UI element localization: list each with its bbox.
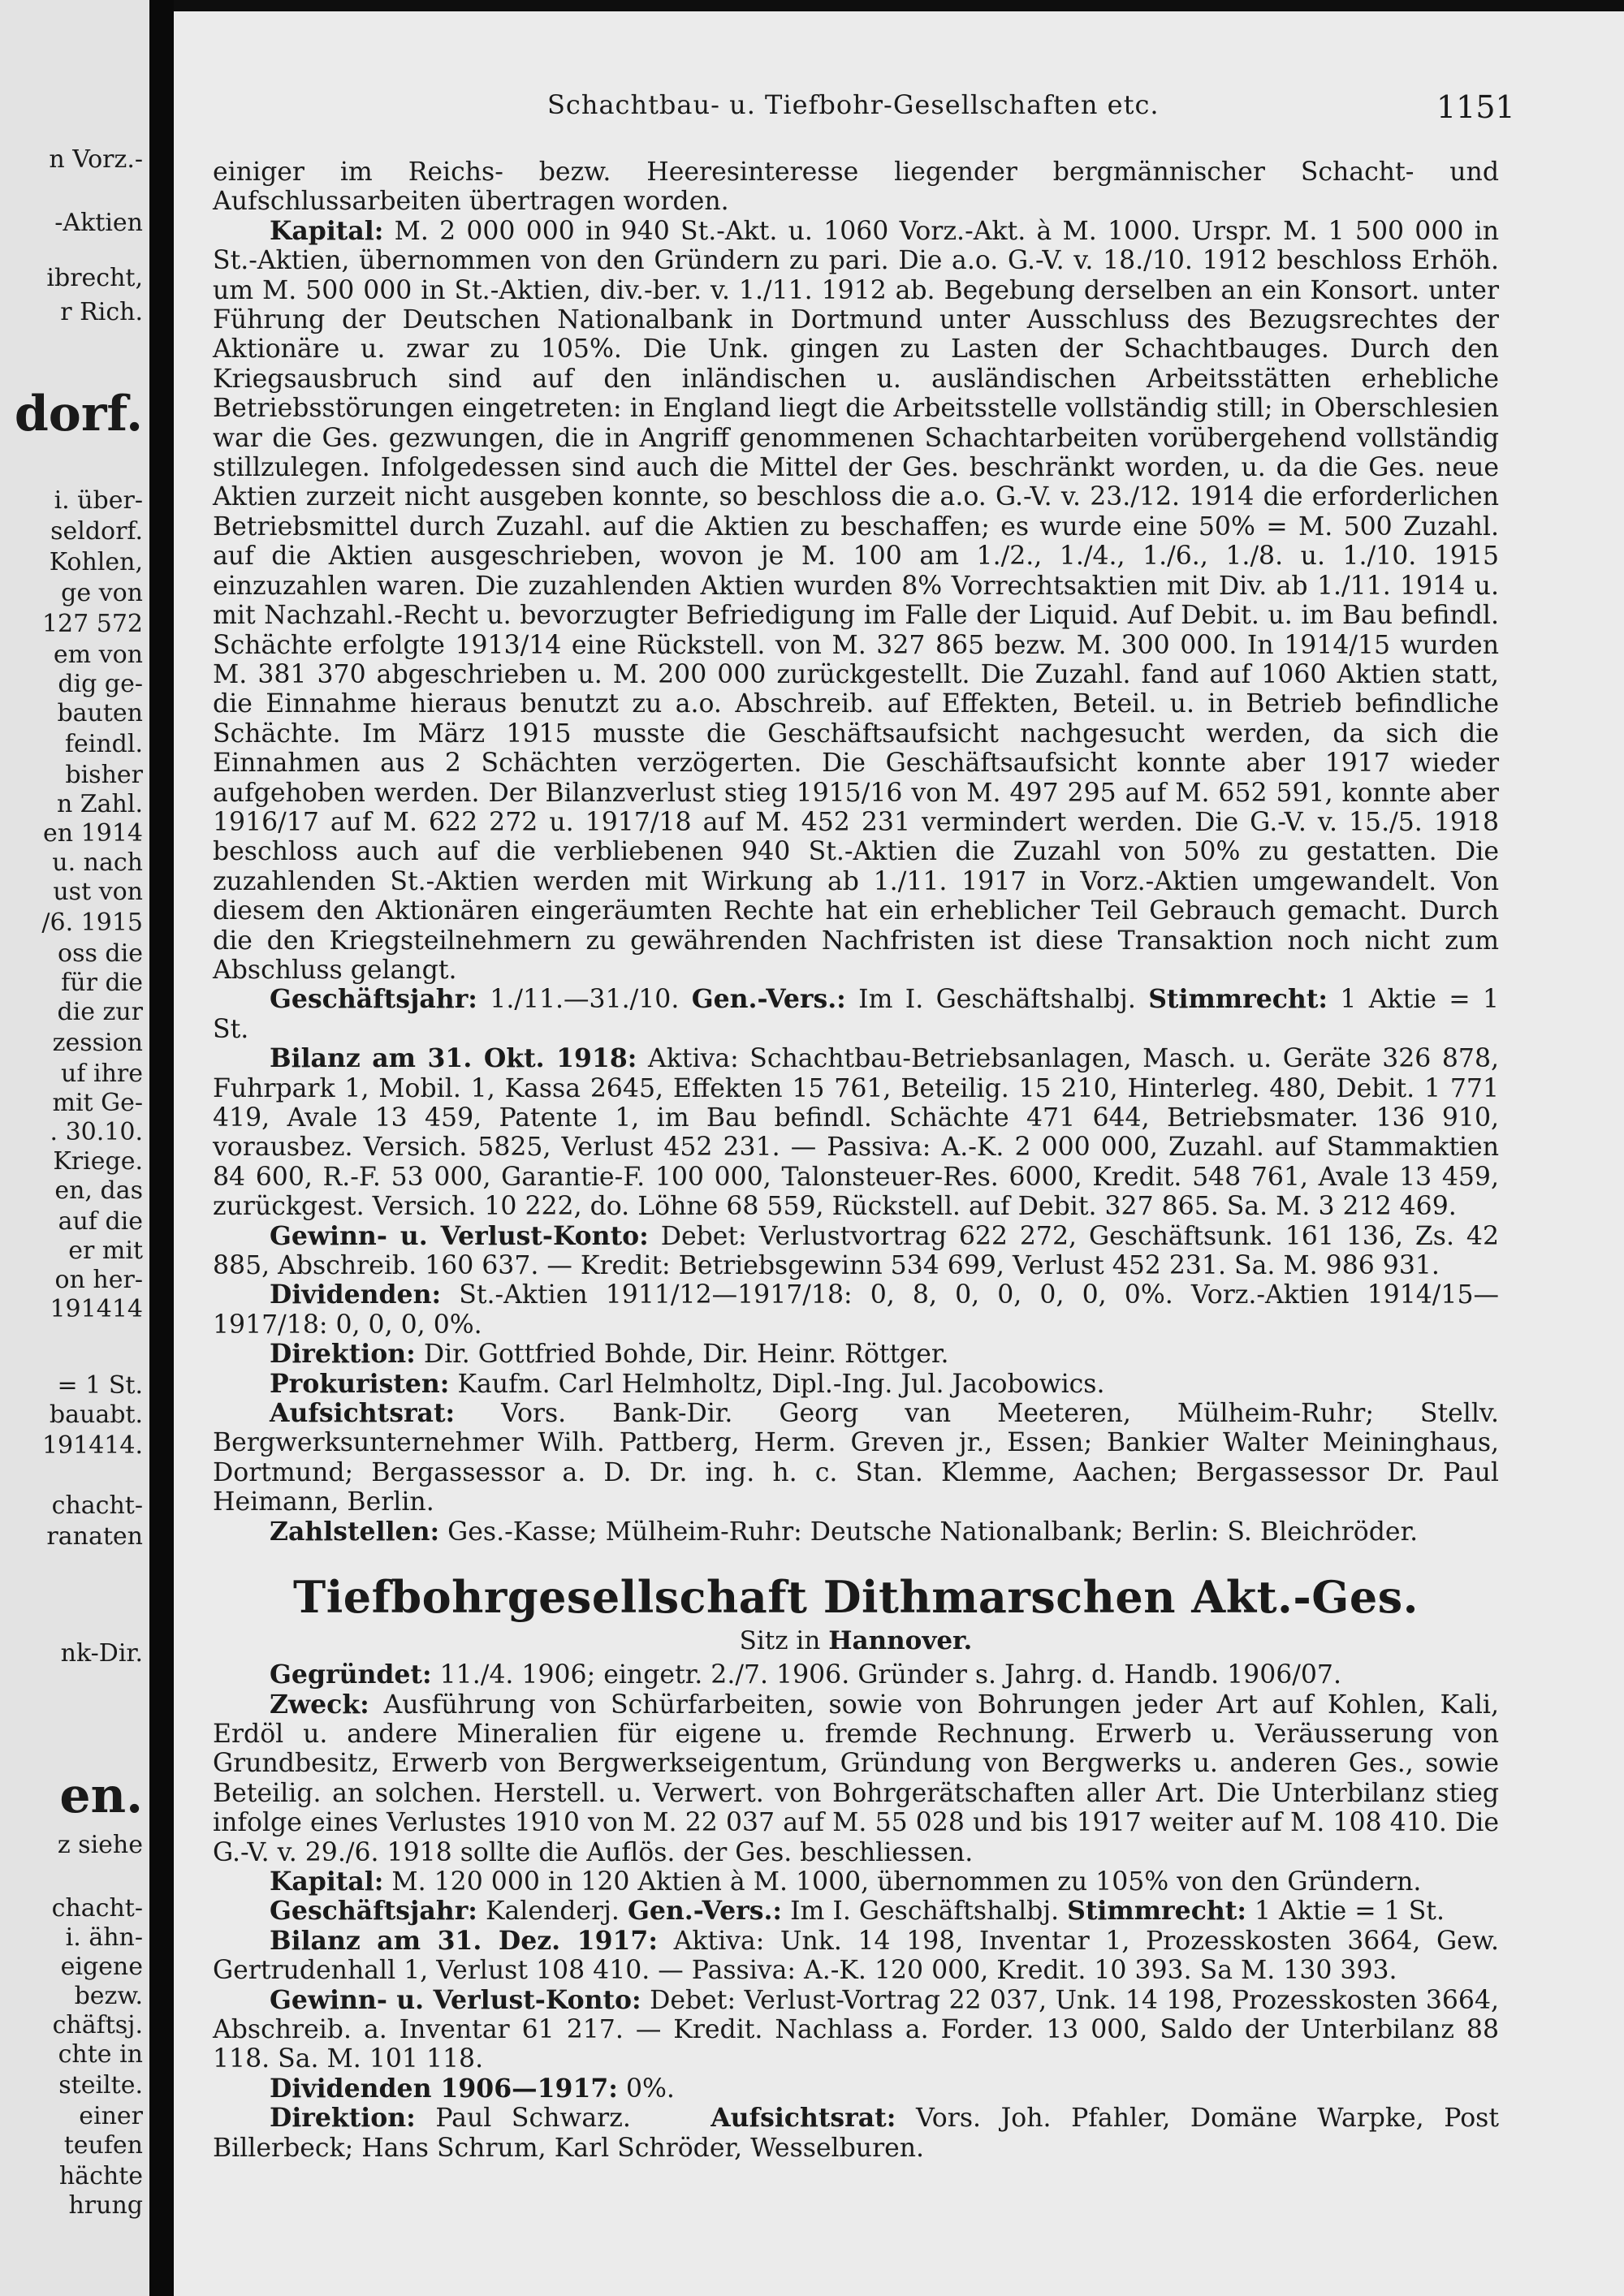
indent <box>213 2104 270 2133</box>
entry1-zahlstellen <box>213 1517 1499 1547</box>
indent <box>213 1690 270 1720</box>
entry2-kapital <box>213 1867 1499 1897</box>
left-margin-line: n Vorz.- <box>49 145 143 174</box>
entry2-zweck-text: Ausführung von Schürfarbeiten, sowie von Bohrungen jeder Art auf Kohlen, Kali, Erdöl u. andere Mineralien für eigene u. fremde Rechnung. Erwerb u. Veräusserung von Grundbesitz, Erwerb von Bergwerkseigentum, Gründung von Bergwerks u. anderen Ges., sowie Beteilig. an solchen. Herstell. u. Verwert. von Bohrgerätschaften aller Art. Die Unterbilanz stieg infolge eines Verlustes 1910 von M. 22 037 auf M. 55 028 und bis 1917 weiter auf M. 108 410. Die G.-V. v. 29./6. 1918 sollte die Auflös. der Ges. beschliessen. <box>213 1690 1499 1867</box>
entry2-guv-label: Gewinn- u. Verlust-Konto: <box>270 1984 641 2015</box>
entry2-kapital-text: M. 120 000 in 120 Aktien à M. 1000, übernommen zu 105% von den Gründern. <box>391 1867 1422 1897</box>
indent <box>213 1517 270 1547</box>
entry1-direktion <box>213 1340 1499 1369</box>
left-margin-line: dig ge- <box>58 670 143 698</box>
entry1-guv-text: Debet: Verlustvortrag 622 272, Geschäftsunk. 161 136, Zs. 42 885, Abschreib. 160 637. — Kredit: Betriebsgewinn 534 699, Verlust 452 231. Sa. M. 986 931. <box>213 1221 1500 1281</box>
entry2-bilanz <box>213 1927 1499 1986</box>
left-margin-line: on her- <box>54 1266 143 1294</box>
entry1-bilanz-label: Bilanz am 31. Okt. 1918: <box>270 1043 637 1074</box>
entry2-gegruendet-text: 11./4. 1906; eingetr. 2./7. 1906. Gründer s. Jahrg. d. Handb. 1906/07. <box>439 1660 1341 1690</box>
entry2-sitz-city: Hannover. <box>828 1626 973 1656</box>
entry2-title: Tiefbohrgesellschaft Dithmarschen Akt.-Ges. <box>293 1571 1419 1624</box>
entry1-kapital-label: Kapital: <box>270 215 384 246</box>
left-margin-line: er mit <box>68 1236 143 1265</box>
indent <box>213 1370 270 1399</box>
entry1-geschaeft <box>213 985 1499 1044</box>
entry2-sitz-prefix: Sitz in <box>739 1626 821 1656</box>
entry2-zweck <box>213 1690 1499 1867</box>
book-gutter <box>149 0 174 2296</box>
entry1-stimmrecht-label: Stimmrecht: <box>1148 984 1328 1015</box>
indent <box>213 1280 270 1310</box>
left-margin-line: -Aktien <box>54 209 143 237</box>
indent <box>213 1340 270 1369</box>
indent <box>213 1660 270 1690</box>
entry2-genvers-label: Gen.-Vers.: <box>627 1896 783 1927</box>
left-margin-line: . 30.10. <box>50 1118 143 1146</box>
entry2-bilanz-text: Aktiva: Unk. 14 198, Inventar 1, Prozesskosten 3664, Gew. Gertrudenhall 1, Verlust 108 410. — Passiva: A.-K. 120 000, Kredit. 10 393. Sa M. 130 393. <box>213 1926 1499 1986</box>
indent <box>213 1927 270 1956</box>
entry2-geschaeft-text: Kalenderj. <box>485 1897 620 1927</box>
left-page-fragment <box>0 0 149 2296</box>
page-number: 1151 <box>1436 89 1515 125</box>
entry1-zahlstellen-text: Ges.-Kasse; Mülheim-Ruhr: Deutsche Nationalbank; Berlin: S. Bleichröder. <box>447 1517 1419 1547</box>
left-margin-line: chäftsj. <box>52 2011 143 2039</box>
entry2-direktion-text: Paul Schwarz. <box>435 2104 631 2134</box>
entry2-direktion-label: Direktion: <box>270 2103 416 2134</box>
left-margin-line: en 1914 <box>43 819 143 848</box>
left-margin-line: feindl. <box>64 730 143 758</box>
entry2-guv-text: Debet: Verlust-Vortrag 22 037, Unk. 14 198, Prozesskosten 3664, Abschreib. a. Inventar 61 217. — Kredit. Nachlass a. Forder. 13 000, Saldo der Unterbilanz 88 118. Sa. M. 101 118. <box>213 1985 1499 2074</box>
left-margin-line: einer <box>79 2102 143 2130</box>
left-margin-line: zession <box>52 1029 143 1057</box>
left-margin-line: Kriege. <box>53 1147 143 1176</box>
entry1-prokuristen-label: Prokuristen: <box>270 1368 450 1399</box>
left-margin-line: chacht- <box>51 1894 143 1923</box>
indent <box>213 1867 270 1897</box>
entry2-bilanz-label: Bilanz am 31. Dez. 1917: <box>270 1925 658 1956</box>
left-margin-line: bezw. <box>74 1982 143 2010</box>
entry2-kapital-label: Kapital: <box>270 1866 384 1897</box>
indent <box>213 985 270 1014</box>
entry1-geschaeft-text: 1./11.—31./10. <box>490 985 680 1015</box>
indent <box>213 1897 270 1926</box>
left-margin-line: en. <box>59 1767 143 1824</box>
left-margin-line: /6. 1915 <box>41 908 143 937</box>
left-margin-line: ranaten <box>46 1522 143 1551</box>
left-margin-line: chte in <box>58 2040 143 2069</box>
left-margin-line: 191414. <box>41 1431 143 1460</box>
indent <box>213 2074 270 2104</box>
left-margin-line: 127 572 <box>41 610 143 638</box>
page <box>174 11 1624 2296</box>
indent <box>213 1044 270 1073</box>
entry2-geschaeft <box>213 1897 1499 1926</box>
entry1-bilanz <box>213 1044 1499 1221</box>
indent <box>213 1399 270 1428</box>
entry2-direktion <box>213 2104 1499 2163</box>
left-margin-line: steilte. <box>58 2071 143 2100</box>
entry2-gegruendet-label: Gegründet: <box>270 1659 432 1690</box>
left-margin-line: Kohlen, <box>49 548 143 576</box>
left-margin-line: hächte <box>58 2162 143 2190</box>
entry1-kapital-text: M. 2 000 000 in 940 St.-Akt. u. 1060 Vorz.-Akt. à M. 1000. Urspr. M. 1 500 000 in St.-Aktien, übernommen von den Gründern zu pari. Die a.o. G.-V. v. 18./10. 1912 beschloss Erhöh. um M. 500 000 in St.-Aktien, div.-ber. v. 1./11. 1912 ab. Begebung derselben an ein Konsort. unter Führung der Deutschen Nationalbank in Dortmund unter Ausschluss des Bezugsrechtes der Aktionäre u. zwar zu 105%. Die Unk. gingen zu Lasten der Schachtbauges. Durch den Kriegsausbruch sind auf den inländischen u. ausländischen Arbeitsstätten erhebliche Betriebsstörungen eingetreten: in England liegt die Arbeitsstelle vollständig still; in Oberschlesien war die Ges. gezwungen, die in Angriff genommenen Schachtarbeiten vorübergehend vollständig stillzulegen. Infolgedessen sind auch die Mittel der Ges. beschränkt worden, u. da die Ges. neue Aktien zurzeit nicht ausgeben konnte, so beschloss die a.o. G.-V. v. 23./12. 1914 die erforderlichen Betriebsmittel durch Zuzahl. auf die Aktien zu beschaffen; es wurde eine 50% = M. 500 Zuzahl. auf die Aktien ausgeschrieben, wovon je M. 100 am 1./2., 1./4., 1./6., 1./8. u. 1./10. 1915 einzuzahlen waren. Die zuzahlenden Aktien wurden 8% Vorrechtsaktien mit Div. ab 1./11. 1914 u. mit Nachzahl.-Recht u. bevorzugter Befriedigung im Falle der Liquid. Auf Debit. u. im Bau befindl. Schächte erfolgte 1913/14 eine Rückstell. von M. 327 865 bezw. M. 300 000. In 1914/15 wurden M. 381 370 abgeschrieben u. M. 200 000 zurückgestellt. Die Zuzahl. fand auf 1060 Aktien statt, die Einnahme hieraus benutzt zu a.o. Abschreib. auf Effekten, Beteil. u. in Betrieb befindliche Schächte. Im März 1915 musste die Geschäftsaufsicht nachgesucht werden, da sich die Einnahmen aus 2 Schächten verzögerten. Die Geschäftsaufsicht konnte aber 1917 wieder aufgehoben werden. Der Bilanzverlust stieg 1915/16 von M. 497 295 auf M. 652 591, konnte aber 1916/17 auf M. 622 272 u. 1917/18 auf M. 452 231 vermindert werden. Die G.-V. v. 15./5. 1918 beschloss auch auf die verbliebenen 940 St.-Aktien die Zuzahl von 50% zu gestatten. Die zuzahlenden St.-Aktien werden mit Wirkung ab 1./11. 1917 in Vorz.-Aktien umgewandelt. Von diesem den Aktionären eingeräumten Rechte hat ein erheblicher Teil Gebrauch gemacht. Durch die den Kriegsteilnehmern zu gewährenden Nachfristen ist diese Transaktion noch nicht zum Abschluss gelangt. <box>213 216 1499 985</box>
entry2-zweck-label: Zweck: <box>270 1689 369 1720</box>
entry1-direktion-label: Direktion: <box>270 1339 416 1370</box>
left-margin-line: ge von <box>61 579 143 607</box>
entry1-geschaeft-label: Geschäftsjahr: <box>270 984 477 1015</box>
left-margin-line: en, das <box>54 1176 143 1205</box>
page-body <box>213 158 1499 2163</box>
left-margin-line: seldorf. <box>50 517 143 546</box>
left-margin-line: = 1 St. <box>57 1371 143 1400</box>
entry1-div-label: Dividenden: <box>270 1280 442 1310</box>
entry2-stimmrecht-label: Stimmrecht: <box>1067 1896 1246 1927</box>
entry1-kapital <box>213 217 1499 986</box>
entry1-zahlstellen-label: Zahlstellen: <box>270 1516 440 1547</box>
entry1-bilanz-text: Aktiva: Schachtbau-Betriebsanlagen, Masch. u. Geräte 326 878, Fuhrpark 1, Mobil. 1, Kassa 2645, Effekten 15 761, Beteilig. 15 210, Hinterleg. 480, Debit. 1 771 419, Avale 13 459, Patente 1, im Bau befindl. Schächte 471 644, Betriebsmater. 136 910, vorausbez. Versich. 5825, Verlust 452 231. — Passiva: A.-K. 2 000 000, Zuzahl. auf Stammaktien 84 600, R.-F. 53 000, Garantie-F. 100 000, Talonsteuer-Res. 6000, Kredit. 548 761, Avale 13 459, zurückgest. Versich. 10 222, do. Löhne 68 559, Rückstell. auf Debit. 327 865. Sa. M. 3 212 469. <box>213 1044 1500 1222</box>
left-margin-line: bisher <box>65 761 143 789</box>
left-margin-line: r Rich. <box>60 298 143 326</box>
left-margin-line: eigene <box>60 1953 143 1981</box>
entry1-prokuristen-text: Kaufm. Carl Helmholtz, Dipl.-Ing. Jul. Jacobowics. <box>457 1369 1105 1399</box>
entry1-guv <box>213 1222 1499 1281</box>
left-margin-line: die zur <box>57 998 143 1026</box>
entry1-div-text: St.-Aktien 1911/12—1917/18: 0, 8, 0, 0, 0, 0, 0%. Vorz.-Aktien 1914/15—1917/18: 0, 0, 0, 0%. <box>213 1280 1499 1340</box>
entry2-sitz <box>213 1626 1499 1655</box>
left-margin-line: z siehe <box>57 1831 143 1859</box>
entry2-guv <box>213 1986 1499 2074</box>
entry1-prokuristen <box>213 1370 1499 1399</box>
left-margin-line: chacht- <box>51 1491 143 1520</box>
entry2-aufsichtsrat-label: Aufsichtsrat: <box>710 2103 896 2134</box>
left-margin-line: ust von <box>53 878 143 906</box>
entry2-dividenden <box>213 2074 1499 2104</box>
indent <box>213 1986 270 2015</box>
left-margin-line: bauabt. <box>49 1400 143 1429</box>
left-margin-line: n Zahl. <box>56 790 143 818</box>
left-margin-line: auf die <box>58 1207 143 1236</box>
entry1-direktion-text: Dir. Gottfried Bohde, Dir. Heinr. Röttger. <box>423 1340 949 1370</box>
entry1-genvers-text: Im I. Geschäftshalbj. <box>858 985 1136 1015</box>
entry1-guv-label: Gewinn- u. Verlust-Konto: <box>270 1220 649 1251</box>
left-margin-line: 191414 <box>50 1295 143 1323</box>
left-margin-line: u. nach <box>52 848 143 877</box>
left-margin-line: für die <box>61 969 143 997</box>
entry1-intro <box>213 158 1499 217</box>
entry2-gegruendet <box>213 1660 1499 1690</box>
entry2-div-text: 0%. <box>625 2074 675 2104</box>
entry1-intro-text: einiger im Reichs- bezw. Heeresinteresse liegender bergmännischer Schacht- und Aufschlussarbeiten übertragen worden. <box>213 158 1499 217</box>
left-margin-line: hrung <box>68 2191 143 2220</box>
left-margin-line: i. über- <box>54 486 143 515</box>
entry2-geschaeft-label: Geschäftsjahr: <box>270 1896 477 1927</box>
indent <box>213 1222 270 1251</box>
left-margin-line: mit Ge- <box>52 1089 143 1117</box>
left-margin-line: ibrecht, <box>46 264 143 292</box>
entry1-dividenden <box>213 1280 1499 1340</box>
left-margin-line: bauten <box>57 699 143 727</box>
entry2-stimmrecht-text: 1 Aktie = 1 St. <box>1254 1897 1445 1927</box>
left-margin-line: i. ähn- <box>65 1923 143 1952</box>
left-margin-line: em von <box>53 641 143 669</box>
left-margin-line: uf ihre <box>61 1060 143 1088</box>
left-margin-line: nk-Dir. <box>60 1639 143 1668</box>
entry1-stimmrecht-text: 1 Aktie = 1 St. <box>213 985 1500 1044</box>
entry2-div-label: Dividenden 1906—1917: <box>270 2073 618 2104</box>
left-margin-line: teufen <box>63 2131 143 2160</box>
left-margin-line: oss die <box>58 939 143 968</box>
entry2-aufsichtsrat-text: Vors. Joh. Pfahler, Domäne Warpke, Post Billerbeck; Hans Schrum, Karl Schröder, Wesselburen. <box>213 2104 1499 2163</box>
entry1-aufsichtsrat-text: Vors. Bank-Dir. Georg van Meeteren, Mülheim-Ruhr; Stellv. Bergwerksunternehmer Wilh. Pattberg, Herm. Greven jr., Essen; Bankier Walter Meininghaus, Dortmund; Bergassessor a. D. Dr. ing. h. c. Stan. Klemme, Aachen; Bergassessor Dr. Paul Heimann, Berlin. <box>213 1399 1499 1517</box>
indent <box>213 217 270 246</box>
entry1-aufsichtsrat-label: Aufsichtsrat: <box>270 1398 456 1429</box>
entry1-genvers-label: Gen.-Vers.: <box>691 984 846 1015</box>
left-margin-line: dorf. <box>14 386 143 442</box>
entry1-aufsichtsrat <box>213 1399 1499 1517</box>
running-header: Schachtbau- u. Tiefbohr-Gesellschaften etc. <box>547 89 1160 120</box>
entry2-genvers-text: Im I. Geschäftshalbj. <box>790 1897 1060 1927</box>
